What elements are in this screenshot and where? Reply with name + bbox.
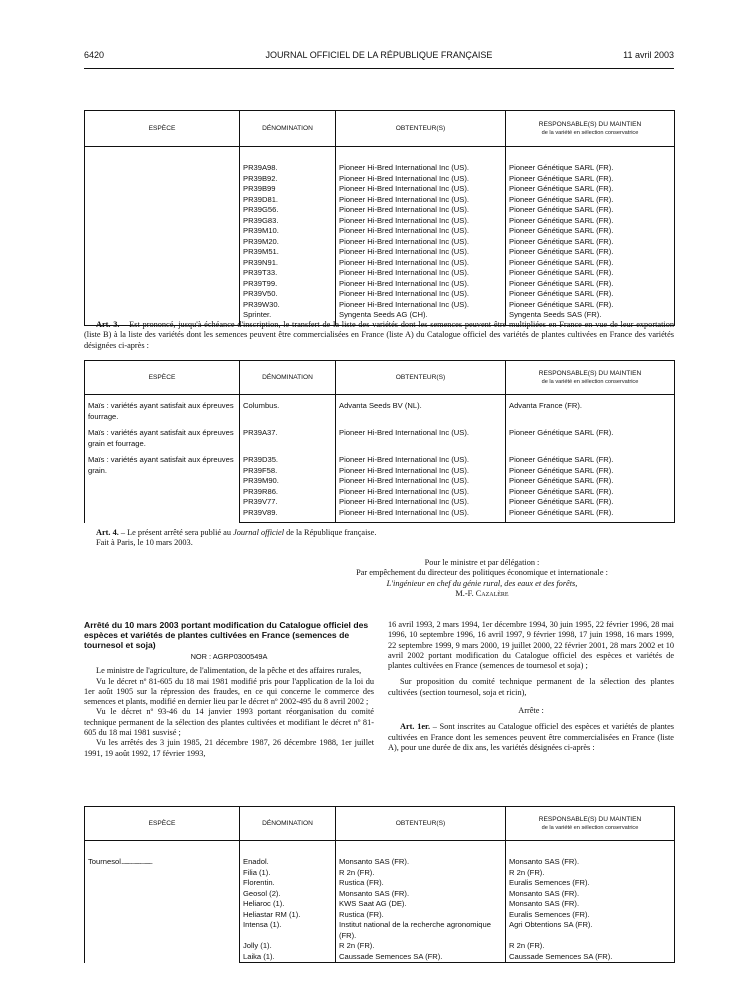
responsable-cell: Pioneer Génétique SARL (FR).: [506, 466, 675, 477]
obtenteur-cell: KWS Saat AG (DE).: [336, 899, 506, 910]
denomination-cell: Filia (1).: [240, 868, 336, 879]
responsable-cell: Pioneer Génétique SARL (FR).: [506, 247, 675, 258]
page-header: [84, 50, 674, 64]
table-row: [85, 449, 675, 466]
responsable-cell: Pioneer Génétique SARL (FR).: [506, 422, 675, 449]
espece-cell: [85, 205, 240, 216]
denomination-cell: PR39A37.: [240, 422, 336, 449]
denomination-cell: PR39V89.: [240, 508, 336, 523]
responsable-cell: Pioneer Génétique SARL (FR).: [506, 508, 675, 523]
espece-cell: [85, 279, 240, 290]
obtenteur-cell: Pioneer Hi-Bred International Inc (US).: [336, 466, 506, 477]
espece-cell: [85, 247, 240, 258]
responsable-cell: Euralis Semences (FR).: [506, 878, 675, 889]
article-4-label: Art. 4.: [96, 528, 119, 537]
denomination-cell: PR39T33.: [240, 268, 336, 279]
obtenteur-cell: Rustica (FR).: [336, 910, 506, 921]
obtenteur-cell: Pioneer Hi-Bred International Inc (US).: [336, 205, 506, 216]
signature-line-3: L'ingénieur en chef du génie rural, des eaux et des forêts,: [386, 578, 578, 588]
responsable-cell: Syngenta Seeds SAS (FR).: [506, 310, 675, 325]
denomination-cell: Columbus.: [240, 395, 336, 423]
obtenteur-cell: Pioneer Hi-Bred International Inc (US).: [336, 300, 506, 311]
col-responsable-line1: RESPONSABLE(S) DU MAINTIEN: [538, 120, 642, 128]
table-row: [85, 216, 675, 227]
signature-name: M.-F. Cazalère: [455, 588, 509, 598]
denomination-cell: PR39B99: [240, 184, 336, 195]
obtenteur-cell: Pioneer Hi-Bred International Inc (US).: [336, 279, 506, 290]
espece-cell: [85, 226, 240, 237]
leader-dots: ............................: [120, 857, 153, 866]
responsable-cell: Pioneer Génétique SARL (FR).: [506, 237, 675, 248]
espece-name: Tournesol: [88, 857, 121, 866]
col-obtenteur: OBTENTEUR(S): [336, 111, 506, 147]
denomination-cell: PR39V50.: [240, 289, 336, 300]
responsable-cell: Pioneer Génétique SARL (FR).: [506, 174, 675, 185]
obtenteur-cell: Pioneer Hi-Bred International Inc (US).: [336, 476, 506, 487]
obtenteur-cell: Pioneer Hi-Bred International Inc (US).: [336, 497, 506, 508]
denomination-cell: Geosol (2).: [240, 889, 336, 900]
col-obtenteur: OBTENTEUR(S): [336, 361, 506, 395]
denomination-cell: PR39F58.: [240, 466, 336, 477]
table-row: [85, 174, 675, 185]
table-row: [85, 289, 675, 300]
obtenteur-cell: Pioneer Hi-Bred International Inc (US).: [336, 195, 506, 206]
denomination-cell: PR39R86.: [240, 487, 336, 498]
denomination-cell: Florentin.: [240, 878, 336, 889]
espece-cell: Maïs : variétés ayant satisfait aux épreuves grain.: [85, 449, 240, 523]
decree-title: Arrêté du 10 mars 2003 portant modification du Catalogue officiel des espèces et variétés de plantes cultivées en France (semences de tournesol et soja): [84, 620, 369, 650]
col-responsable-line1: RESPONSABLE(S) DU MAINTIEN: [538, 815, 642, 823]
col-denomination: DÉNOMINATION: [240, 361, 336, 395]
col-responsable: [506, 807, 675, 841]
header-rule: [84, 68, 674, 69]
responsable-cell: Pioneer Génétique SARL (FR).: [506, 205, 675, 216]
article-1-text: – Sont inscrites au Catalogue officiel des espèces et variétés de plantes cultivées en France dont les semences peuvent être commercialisées en France (liste A), pour une durée de dix ans, les variétés désignées ci-après :: [388, 722, 674, 752]
obtenteur-cell: Pioneer Hi-Bred International Inc (US).: [336, 216, 506, 227]
denomination-cell: PR39T99.: [240, 279, 336, 290]
obtenteur-cell: Pioneer Hi-Bred International Inc (US).: [336, 147, 506, 174]
article-3: [84, 320, 674, 351]
col-obtenteur: OBTENTEUR(S): [336, 807, 506, 841]
article-4-text-b: de la République française.: [284, 528, 377, 537]
denomination-cell: PR39M10.: [240, 226, 336, 237]
obtenteur-cell: R 2n (FR).: [336, 941, 506, 952]
responsable-cell: Pioneer Génétique SARL (FR).: [506, 258, 675, 269]
responsable-cell: R 2n (FR).: [506, 941, 675, 952]
obtenteur-cell: Pioneer Hi-Bred International Inc (US).: [336, 268, 506, 279]
article-1-label: Art. 1er.: [400, 722, 431, 732]
obtenteur-cell: Pioneer Hi-Bred International Inc (US).: [336, 422, 506, 449]
denomination-cell: Heliaroc (1).: [240, 899, 336, 910]
responsable-cell: Pioneer Génétique SARL (FR).: [506, 449, 675, 466]
denomination-cell: PR39D81.: [240, 195, 336, 206]
table-row: [85, 226, 675, 237]
table-row: [85, 422, 675, 449]
espece-cell: [85, 195, 240, 206]
article-3-label: Art. 3.: [96, 320, 120, 329]
decree-paragraph: Vu le décret nº 81-605 du 18 mai 1981 modifié pris pour l'application de la loi du 1er août 1905 sur la répression des fraudes, en ce qui concerne le commerce des semences et plants, modifié en dernier lieu par le décret nº 2002-495 du 8 avril 2002 ;: [84, 676, 374, 707]
responsable-cell: Pioneer Génétique SARL (FR).: [506, 268, 675, 279]
responsable-cell: Pioneer Génétique SARL (FR).: [506, 497, 675, 508]
responsable-cell: Monsanto SAS (FR).: [506, 899, 675, 910]
obtenteur-cell: Pioneer Hi-Bred International Inc (US).: [336, 258, 506, 269]
signature-block: [290, 558, 674, 599]
espece-cell: [85, 147, 240, 174]
col-responsable-line1: RESPONSABLE(S) DU MAINTIEN: [538, 369, 642, 377]
obtenteur-cell: Pioneer Hi-Bred International Inc (US).: [336, 226, 506, 237]
obtenteur-cell: Rustica (FR).: [336, 878, 506, 889]
varieties-table-1: [84, 110, 675, 326]
table-row: [85, 247, 675, 258]
col-espece: ESPÈCE: [85, 807, 240, 841]
obtenteur-cell: Pioneer Hi-Bred International Inc (US).: [336, 449, 506, 466]
denomination-cell: PR39M90.: [240, 476, 336, 487]
responsable-cell: Pioneer Génétique SARL (FR).: [506, 487, 675, 498]
table-row: [85, 268, 675, 279]
decree-left-paragraphs: [84, 666, 374, 759]
table-row: [85, 205, 675, 216]
table-row: [85, 279, 675, 290]
responsable-cell: Agri Obtentions SA (FR).: [506, 920, 675, 941]
responsable-cell: Pioneer Génétique SARL (FR).: [506, 216, 675, 227]
denomination-cell: Heliastar RM (1).: [240, 910, 336, 921]
espece-cell: [85, 216, 240, 227]
responsable-cell: Pioneer Génétique SARL (FR).: [506, 226, 675, 237]
article-3-text: – Est prononcé, jusqu'à échéance d'inscription, le transfert de la liste des variétés dont les semences peuvent être multipliées en France en vue de leur exportation (liste B) à la liste des variétés dont les semences peuvent être commercialisées en France (liste A) du Catalogue officiel des variétés de plantes cultivées en France des variétés désignées ci-après :: [84, 320, 674, 350]
denomination-cell: Jolly (1).: [240, 941, 336, 952]
espece-cell: Maïs : variétés ayant satisfait aux épreuves fourrage.: [85, 395, 240, 423]
decree-nor: NOR : AGRP0300549A: [190, 652, 268, 661]
obtenteur-cell: Pioneer Hi-Bred International Inc (US).: [336, 247, 506, 258]
responsable-cell: Pioneer Génétique SARL (FR).: [506, 289, 675, 300]
article-4: [84, 528, 674, 549]
responsable-cell: Pioneer Génétique SARL (FR).: [506, 300, 675, 311]
denomination-cell: PR39N91.: [240, 258, 336, 269]
decree-left-column: [84, 620, 374, 759]
done-at-paris: Fait à Paris, le 10 mars 2003.: [96, 538, 193, 548]
espece-cell: [85, 268, 240, 279]
denomination-cell: PR39G83.: [240, 216, 336, 227]
arrete-heading: Arrête :: [518, 706, 544, 716]
obtenteur-cell: Advanta Seeds BV (NL).: [336, 395, 506, 423]
responsable-cell: Monsanto SAS (FR).: [506, 841, 675, 868]
decree-right-paragraphs: [388, 620, 674, 698]
espece-cell: [85, 184, 240, 195]
responsable-cell: Pioneer Génétique SARL (FR).: [506, 184, 675, 195]
obtenteur-cell: Pioneer Hi-Bred International Inc (US).: [336, 487, 506, 498]
obtenteur-cell: Monsanto SAS (FR).: [336, 841, 506, 868]
obtenteur-cell: Syngenta Seeds AG (CH).: [336, 310, 506, 325]
obtenteur-cell: Pioneer Hi-Bred International Inc (US).: [336, 184, 506, 195]
varieties-table-3: [84, 806, 675, 963]
denomination-cell: Laika (1).: [240, 952, 336, 963]
obtenteur-cell: Pioneer Hi-Bred International Inc (US).: [336, 289, 506, 300]
denomination-cell: PR39B92.: [240, 174, 336, 185]
signature-line-2: Par empêchement du directeur des politiques économique et internationale :: [356, 568, 608, 578]
espece-cell: [85, 300, 240, 311]
obtenteur-cell: R 2n (FR).: [336, 868, 506, 879]
decree-right-column: [388, 620, 674, 753]
col-denomination: DÉNOMINATION: [240, 111, 336, 147]
responsable-cell: Caussade Semences SA (FR).: [506, 952, 675, 963]
table-row: [85, 300, 675, 311]
denomination-cell: PR39M20.: [240, 237, 336, 248]
col-responsable-line2: de la variété en sélection conservatrice: [541, 824, 639, 831]
denomination-cell: PR39W30.: [240, 300, 336, 311]
responsable-cell: Pioneer Génétique SARL (FR).: [506, 195, 675, 206]
issue-date: 11 avril 2003: [623, 50, 674, 60]
col-responsable-line2: de la variété en sélection conservatrice: [541, 378, 639, 385]
responsable-cell: Euralis Semences (FR).: [506, 910, 675, 921]
espece-cell: [85, 174, 240, 185]
responsable-cell: Pioneer Génétique SARL (FR).: [506, 279, 675, 290]
denomination-cell: Enadol.: [240, 841, 336, 868]
table-row: [85, 147, 675, 174]
table-row: [85, 395, 675, 423]
table-row: [85, 258, 675, 269]
signature-line-1: Pour le ministre et par délégation :: [424, 558, 540, 567]
responsable-cell: Monsanto SAS (FR).: [506, 889, 675, 900]
decree-paragraph: Sur proposition du comité technique permanent de la sélection des plantes cultivées (section tournesol, soja et ricin),: [388, 677, 674, 697]
table-row: [85, 184, 675, 195]
responsable-cell: Pioneer Génétique SARL (FR).: [506, 476, 675, 487]
denomination-cell: PR39V77.: [240, 497, 336, 508]
obtenteur-cell: Pioneer Hi-Bred International Inc (US).: [336, 237, 506, 248]
varieties-table-2: [84, 360, 675, 523]
page-number: 6420: [84, 50, 105, 60]
responsable-cell: Advanta France (FR).: [506, 395, 675, 423]
obtenteur-cell: Pioneer Hi-Bred International Inc (US).: [336, 174, 506, 185]
journal-title: JOURNAL OFFICIEL DE LA RÉPUBLIQUE FRANÇAISE: [265, 50, 493, 60]
decree-paragraph: Le ministre de l'agriculture, de l'alimentation, de la pêche et des affaires rurales,: [96, 666, 362, 676]
col-denomination: DÉNOMINATION: [240, 807, 336, 841]
col-responsable-line2: de la variété en sélection conservatrice: [541, 129, 639, 136]
espece-cell: [85, 237, 240, 248]
decree-paragraph: Vu les arrêtés des 3 juin 1985, 21 décembre 1987, 26 décembre 1988, 1er juillet 1991, 19 août 1992, 17 février 1993,: [84, 738, 374, 758]
obtenteur-cell: Pioneer Hi-Bred International Inc (US).: [336, 508, 506, 523]
espece-cell: [85, 841, 240, 963]
obtenteur-cell: Monsanto SAS (FR).: [336, 889, 506, 900]
decree-paragraph: 16 avril 1993, 2 mars 1994, 1er décembre 1994, 30 juin 1995, 22 février 1996, 28 mai 1996, 10 septembre 1996, 16 avril 1997, 9 février 1998, 17 juin 1998, 16 mars 1999, 22 septembre 1999, 9 mars 2000, 19 juillet 2000, 22 février 2001, 28 mars 2002 et 10 avril 2002 portant modification du Catalogue officiel des espèces et variétés de plantes cultivées en France (semences de tournesol et soja) ;: [388, 620, 674, 671]
col-responsable: [506, 111, 675, 147]
espece-cell: [85, 289, 240, 300]
col-responsable: [506, 361, 675, 395]
denomination-cell: PR39M51.: [240, 247, 336, 258]
article-4-text-a: – Le présent arrêté sera publié au: [118, 528, 234, 537]
espece-cell: [85, 258, 240, 269]
table-row: [85, 237, 675, 248]
article-4-journal: Journal officiel: [233, 528, 285, 537]
table-row: [85, 841, 675, 868]
col-espece: ESPÈCE: [85, 361, 240, 395]
responsable-cell: Pioneer Génétique SARL (FR).: [506, 147, 675, 174]
table-row: [85, 195, 675, 206]
responsable-cell: R 2n (FR).: [506, 868, 675, 879]
denomination-cell: Sprinter.: [240, 310, 336, 325]
denomination-cell: PR39A98.: [240, 147, 336, 174]
decree-paragraph: Vu le décret nº 93-46 du 14 janvier 1993 portant réorganisation du comité technique permanent de la sélection des plantes cultivées et modifiant le décret nº 81-605 du 18 mai 1981 susvisé ;: [84, 707, 374, 738]
obtenteur-cell: Institut national de la recherche agronomique (FR).: [336, 920, 506, 941]
espece-cell: Maïs : variétés ayant satisfait aux épreuves grain et fourrage.: [85, 422, 240, 449]
denomination-cell: PR39G56.: [240, 205, 336, 216]
col-espece: ESPÈCE: [85, 111, 240, 147]
denomination-cell: Intensa (1).: [240, 920, 336, 941]
denomination-cell: PR39D35.: [240, 449, 336, 466]
obtenteur-cell: Caussade Semences SA (FR).: [336, 952, 506, 963]
